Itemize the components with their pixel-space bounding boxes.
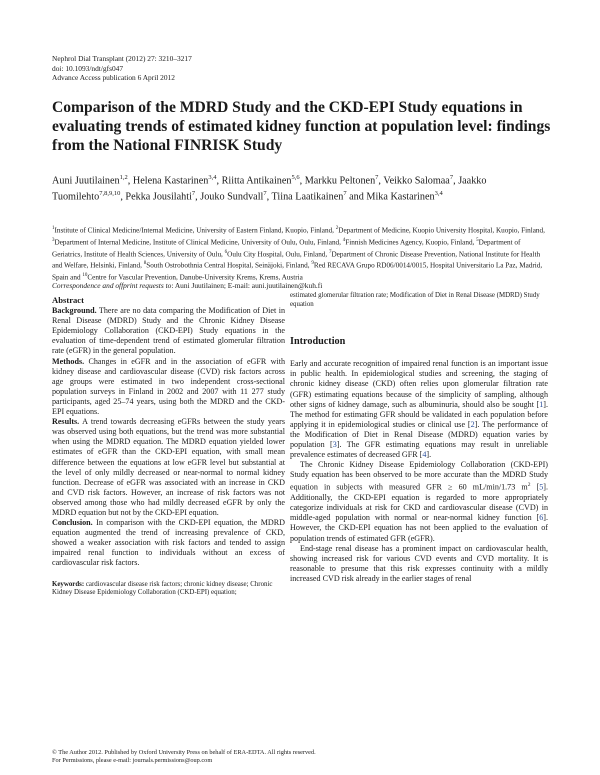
- permissions: For Permissions, please e-mail: journals.permissions@oup.com: [52, 757, 213, 764]
- advance-access: Advance Access publication 6 April 2012: [52, 73, 175, 83]
- author-name: Helena Kastarinen: [132, 175, 209, 187]
- author-name: Mika Kastarinen: [366, 191, 435, 203]
- footer: [52, 749, 552, 765]
- reference-link-3[interactable]: 3: [332, 440, 337, 450]
- article-title: Comparison of the MDRD Study and the CKD-EPI Study equations in evaluating trends of estimated kidney function at population level: findings from the National FINRISK Study: [52, 99, 551, 154]
- abstract-results-label: Results.: [52, 417, 80, 427]
- author-affiliation-marker: 5,6: [291, 174, 300, 181]
- introduction-heading: Introduction: [290, 336, 346, 348]
- author-affiliation-marker: 7,8,9,10: [99, 189, 121, 197]
- affiliation-marker: 3: [52, 237, 55, 243]
- affiliation-text: Department of Medicine, Kuopio University Hospital, Kuopio, Finland,: [338, 226, 545, 235]
- affiliations: [52, 224, 552, 283]
- intro-paragraph-1: Early and accurate recognition of impaired renal function is an important issue in public health. In epidemiological studies and screening, the staging of chronic kidney disease (CKD) often relies upon glomerular filtration rate (GFR) estimating equations because of the simplicity of sampling, although other signs of kidney damage, such as albuminuria, should also be sought [1]. The method for estimating GFR should be validated in each population before applying it in epidemiological studies or clinical use [2]. The performance of the Modification of Diet in Renal Disease (MDRD) equation varies by population [3]. The GFR estimating equations may result in unreliable prevalence estimates of decreased GFR [4].: [290, 359, 548, 460]
- doi[interactable]: doi: 10.1093/ndt/gfs047: [52, 63, 124, 73]
- abstract-methods: Methods. Changes in eGFR and in the association of eGFR with kidney disease and cardiovascular disease (CVD) risk factors across age groups were estimated in two independent cross-sectional population surveys in Finland in 2002 and 2007 with 11 277 study participants, aged 25–74 years, using both the MDRD and the CKD-EPI equations.: [52, 356, 285, 417]
- affiliation-text: Finnish Medicines Agency, Kuopio, Finland,: [345, 238, 477, 247]
- keywords-continued: estimated glomerular filtration rate; Modification of Diet in Renal Disease (MDRD) Study equation: [290, 292, 540, 308]
- affiliation-marker: 6: [224, 249, 228, 255]
- right-column: [290, 292, 548, 584]
- affiliation-marker: 4: [342, 237, 346, 243]
- correspondence-label: Correspondence and offprint requests to: [52, 281, 172, 290]
- affiliation-marker: 9: [311, 261, 314, 267]
- correspondence-text: : Auni Juutilainen; E-mail: auni.juutilainen@kuh.fi: [171, 281, 323, 290]
- author-name: Tiina Laatikainen: [271, 191, 344, 203]
- affiliation-marker: 5: [476, 237, 479, 243]
- affiliation-text: Centre for Vascular Prevention, Danube-University Krems, Krems, Austria: [87, 273, 303, 282]
- correspondence: [52, 281, 552, 291]
- affiliation-marker: 7: [328, 249, 332, 255]
- keywords-label: Keywords:: [52, 580, 85, 588]
- abstract-results: Results. A trend towards decreasing eGFRs between the study years was observed using both equations, but the trend was more substantial when using the MDRD equation. The MDRD equation yielded lower estimates of eGFR than the CKD-EPI equation, with small mean difference between the equations at low eGFR level but substantial at the level of only mildly decreased or near-normal to normal kidney function. Decrease of eGFR was associated with an increase in CKD and CVD risk factors. However, an increase of risk factors was not observed among those who had mildly decreased eGFR by only the MDRD equation but not by the CKD-EPI equation.: [52, 417, 285, 517]
- affiliation-text: Red RECAVA Grupo RD06/0014/0015, Hospital Universitario La Paz, Madrid, Spain and: [52, 261, 543, 282]
- author-affiliation-marker: 7: [375, 174, 379, 181]
- copyright: © The Author 2012. Published by Oxford University Press on behalf of ERA-EDTA. All rights reserved.: [52, 749, 316, 756]
- reference-link-1[interactable]: 1: [539, 399, 544, 409]
- affiliation-marker: 1: [52, 226, 55, 231]
- author-affiliation-marker: 3,4: [208, 174, 217, 181]
- affiliation-text: Department of Internal Medicine, Institute of Clinical Medicine, University of Oulu, Oulu, Finland,: [54, 238, 343, 247]
- affiliation-marker: 10: [82, 273, 88, 279]
- abstract-heading: Abstract: [52, 295, 84, 305]
- author-affiliation-marker: 7: [343, 189, 347, 197]
- author-name: Pekka Jousilahti: [125, 191, 192, 203]
- author-affiliation-marker: 7: [191, 189, 196, 197]
- intro-paragraph-3: End-stage renal disease has a prominent impact on cardiovascular health, showing increased risk for various CVD events and CVD mortality. It is reasonable to presume that this risk expresses continuity with a mildly increased CVD risk already in the earlier stages of renal: [290, 543, 548, 583]
- affiliation-text: Department of Chronic Disease Prevention, National Institute for Health and Welfare, Helsinki, Finland,: [52, 249, 541, 270]
- author-name: Auni Juutilainen: [52, 175, 120, 187]
- author-list: Auni Juutilainen$^{1,2}$, Helena Kastarinen$^{3,4}$, Riitta Antikainen$^{5,6}$, Markku Peltonen$^7$, Veikko Salomaa$^7$, Jaakko Tuomilehto$^{7,8,9,10}$, Pekka Jousilahti$^7$, Jouko Sundvall$^7$, Tiina Laatikainen$^7$ and Mika Kastarinen$^{3,4}$: [52, 174, 487, 203]
- author-affiliation-marker: 7: [449, 174, 454, 181]
- intro-paragraph-2: The Chronic Kidney Disease Epidemiology Collaboration (CKD-EPI) Study equation has been observed to be more accurate than the MDRD Study equation in subjects with measured GFR ≥ 60 mL/min/1.73 $m^2$ [5]. Additionally, the CKD-EPI equation is regarded to more appropriately categorize individuals at risk for CKD and cardiovascular disease (CVD) in middle-aged population with normal or near-normal kidney function [6]. However, the CKD-EPI equation has not been applied to the evaluation of population trends of estimated GFR (eGFR).: [290, 460, 549, 543]
- left-column: [52, 295, 285, 598]
- affiliation-text: Oulu City Hospital, Oulu, Finland,: [227, 249, 329, 258]
- affiliation-text: Institute of Clinical Medicine/Internal Medicine, University of Eastern Finland, Kuopio, Finland,: [54, 226, 336, 235]
- abstract-methods-label: Methods.: [52, 356, 85, 366]
- author-name: Jouko Sundvall: [200, 191, 264, 203]
- author-affiliation-marker: 3,4: [434, 189, 443, 197]
- reference-link-4[interactable]: 4: [422, 450, 427, 460]
- author-affiliation-marker: 7: [263, 189, 267, 197]
- author-name: Veikko Salomaa: [383, 175, 450, 187]
- affiliation-text: Department of Geriatrics, Institute of Health Sciences, University of Oulu,: [52, 238, 521, 258]
- abstract-conclusion: Conclusion. In comparison with the CKD-EPI equation, the MDRD equation augmented the trend of increasing prevalence of CKD, showed a weaker association with risk factors and tended to assign impaired renal function to individuals without an excess of cardiovascular risk factors.: [52, 518, 285, 568]
- keywords: Keywords: cardiovascular disease risk factors; chronic kidney disease; Chronic Kidney Disease Epidemiology Collaboration (CKD-EPI) equation;: [52, 580, 273, 597]
- author-name: Markku Peltonen: [304, 175, 376, 187]
- affiliation-marker: 8: [143, 261, 147, 267]
- author-affiliation-marker: 1,2: [119, 174, 128, 181]
- journal-meta: [52, 54, 192, 83]
- journal-citation: Nephrol Dial Transplant (2012) 27: 3210–3217: [52, 54, 192, 63]
- affiliation-text: South Ostrobothnia Central Hospital, Seinäjoki, Finland,: [146, 261, 312, 270]
- author-name: Jaakko Tuomilehto: [52, 175, 487, 203]
- reference-link-5[interactable]: 5: [539, 483, 544, 493]
- reference-link-6[interactable]: 6: [539, 513, 544, 523]
- abstract-background: Background. There are no data comparing the Modification of Diet in Renal Disease (MDRD) Study and the Chronic Kidney Disease Epidemiology Collaboration (CKD-EPI) Study equations in the evaluation of time-dependent trend of estimated glomerular filtration rate (eGFR) in the general population.: [52, 306, 285, 356]
- author-name: Riitta Antikainen: [221, 175, 292, 187]
- abstract-background-label: Background.: [52, 306, 97, 316]
- abstract-conclusion-label: Conclusion.: [52, 518, 93, 528]
- reference-link-2[interactable]: 2: [470, 419, 475, 429]
- affiliation-marker: 2: [335, 226, 339, 231]
